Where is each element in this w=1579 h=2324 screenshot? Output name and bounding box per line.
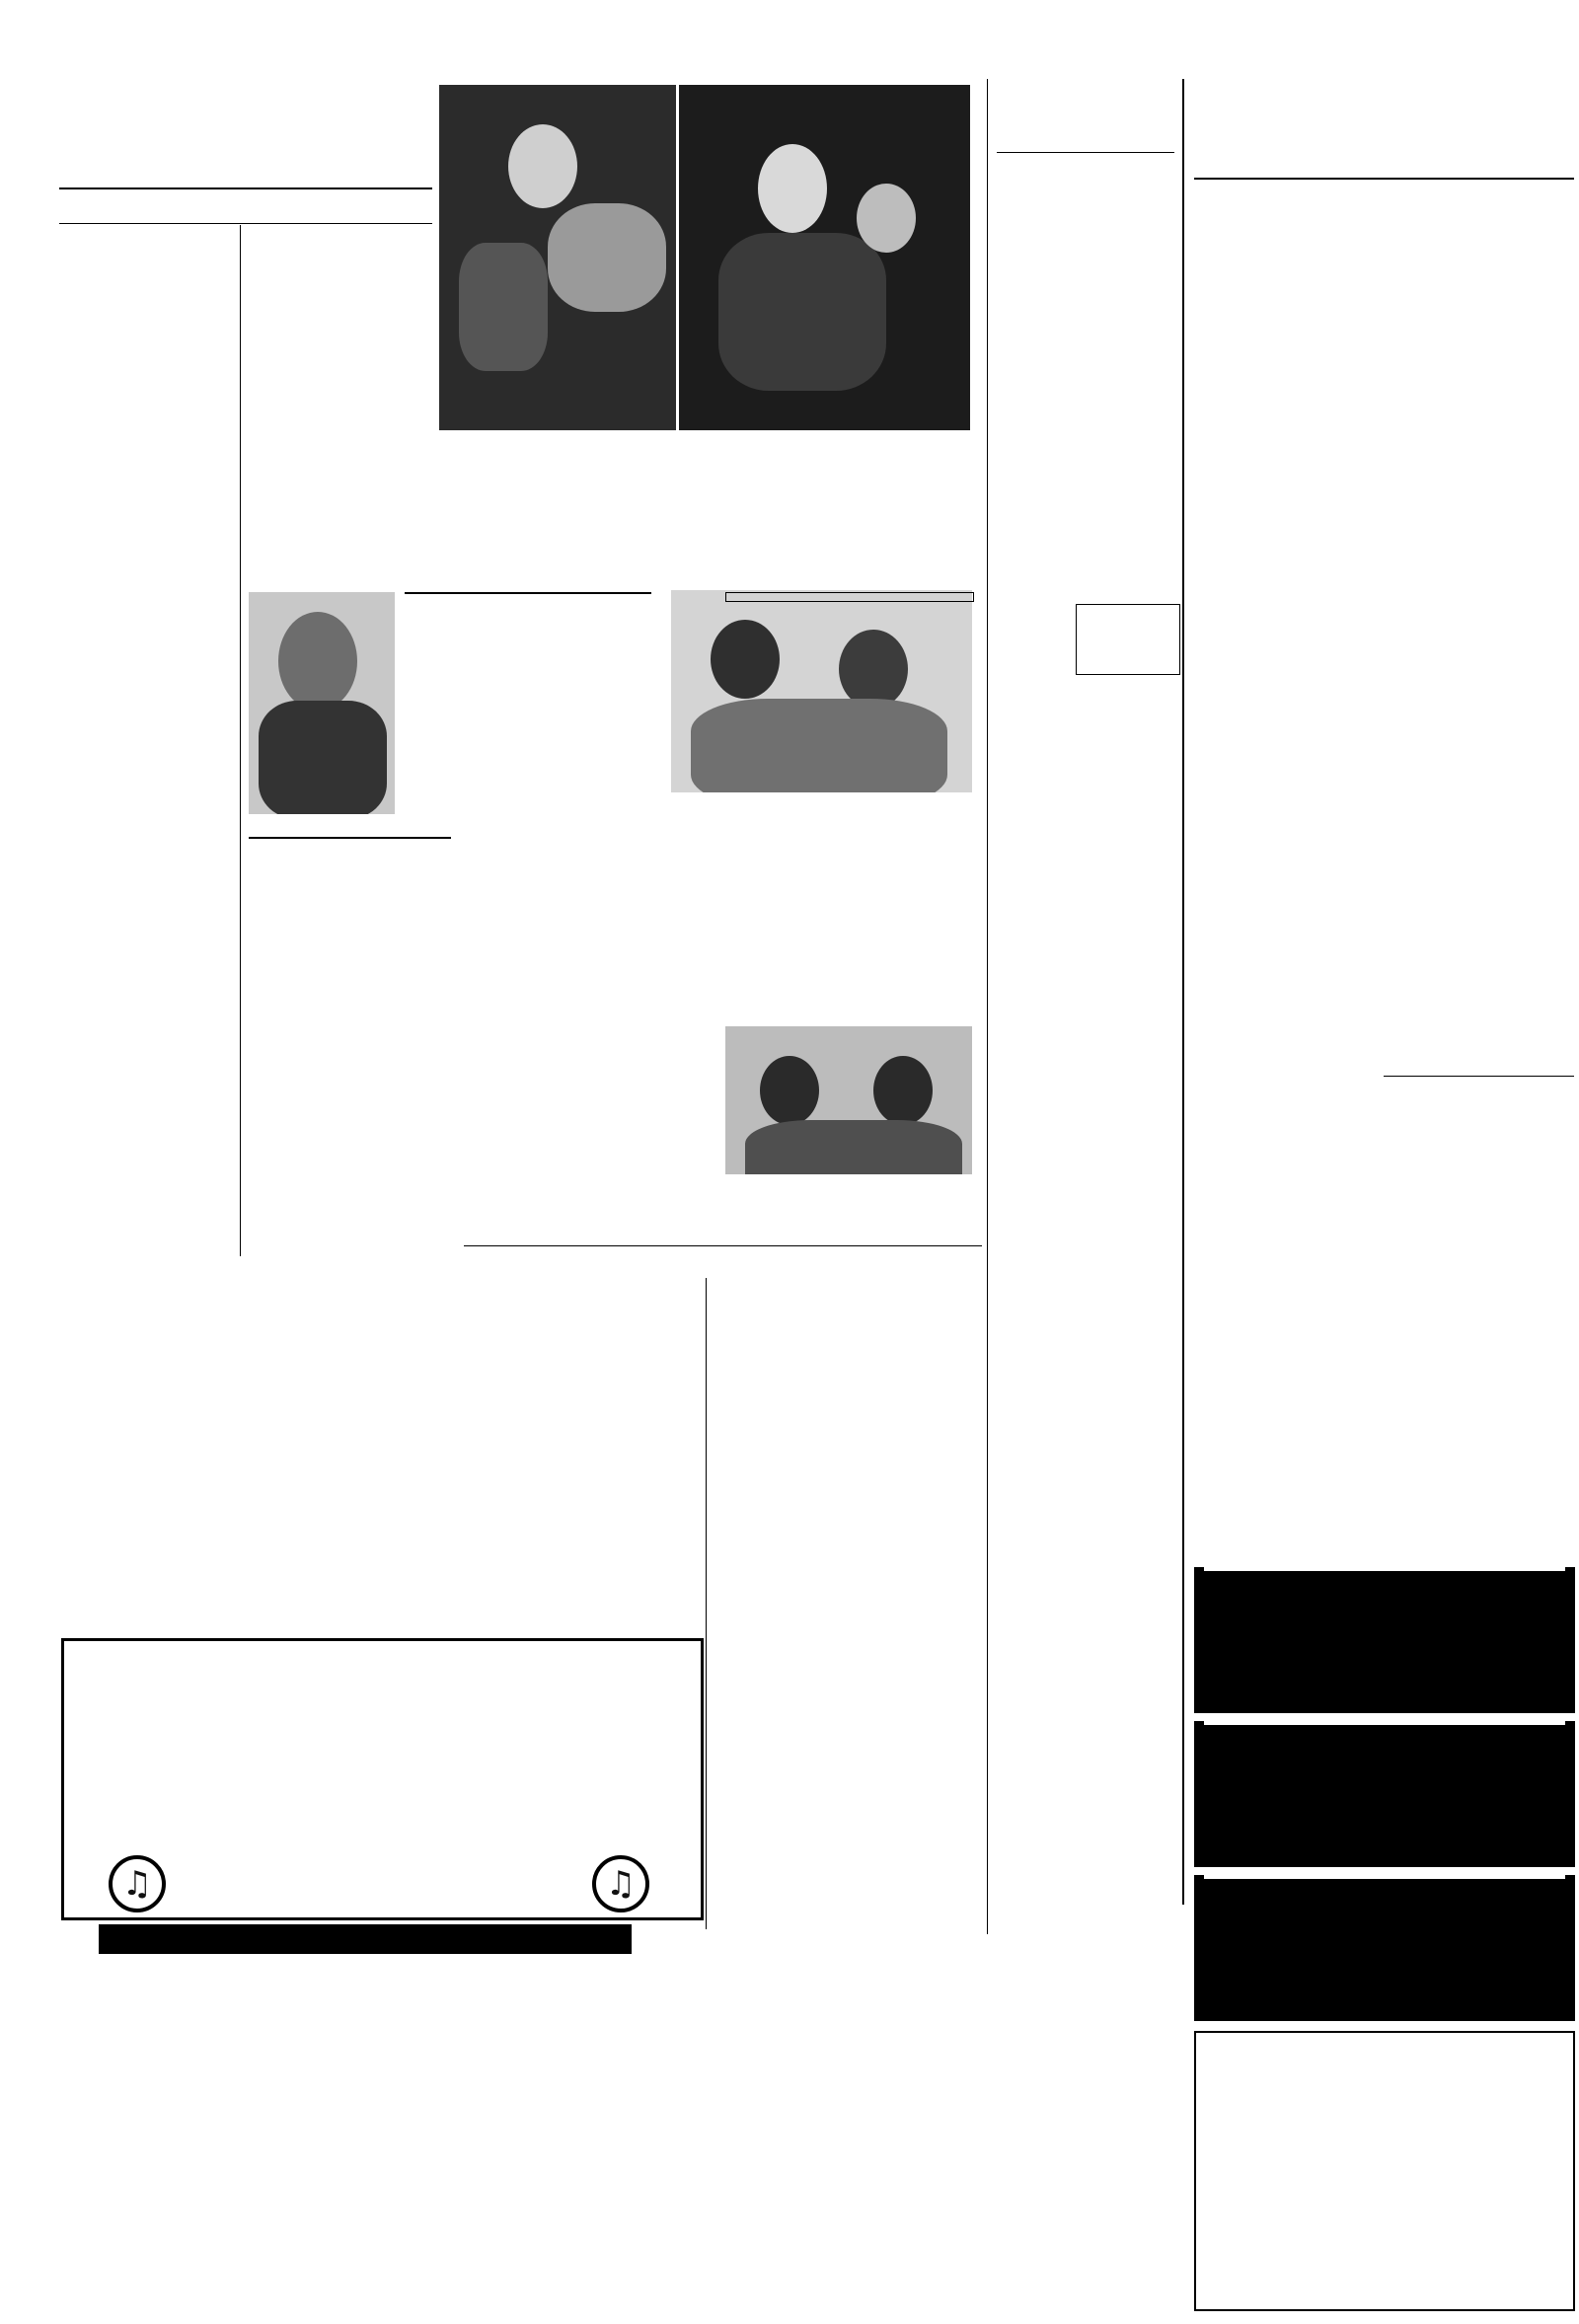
mousika-box bbox=[1076, 604, 1180, 675]
sineak-banner bbox=[99, 1924, 632, 1954]
rostropovich-body bbox=[405, 691, 661, 809]
conductors-caption bbox=[725, 1179, 972, 1235]
note-icon: ♫ bbox=[592, 1855, 649, 1912]
orgi-banner bbox=[1194, 1567, 1575, 1713]
title-rule bbox=[59, 187, 432, 189]
mousika-body bbox=[995, 681, 1176, 1253]
film1-body bbox=[61, 353, 237, 787]
small-ad bbox=[1194, 1303, 1574, 1362]
note-icon: ♫ bbox=[109, 1855, 166, 1912]
oidipodes-body bbox=[713, 1628, 974, 1737]
ta-nea-body bbox=[249, 900, 451, 1255]
film2-body bbox=[61, 834, 237, 1209]
column-rule bbox=[1182, 79, 1184, 1905]
orgi-line bbox=[1204, 1567, 1565, 1571]
eleft-col-left bbox=[1189, 201, 1377, 1356]
orgi-line bbox=[1204, 1721, 1565, 1725]
rostropovich-deck bbox=[405, 592, 651, 594]
subtitle-rule bbox=[59, 223, 432, 224]
russians-rule bbox=[997, 152, 1174, 153]
eleftherostomies-rule bbox=[1194, 178, 1574, 180]
rostropovich-body bbox=[464, 819, 715, 1717]
ads-rule bbox=[1384, 1076, 1574, 1077]
column-rule bbox=[987, 79, 988, 1934]
kritiki-ad bbox=[1194, 2031, 1575, 2311]
nivea-ad bbox=[713, 1959, 984, 2319]
film3-body bbox=[61, 1245, 237, 1571]
rehearsal-photo bbox=[439, 85, 676, 430]
police-headline bbox=[725, 592, 974, 602]
orgi-banner bbox=[1194, 1721, 1575, 1867]
rehearsal-photo bbox=[679, 85, 970, 430]
rostropovich-photo bbox=[249, 592, 395, 814]
dances-body bbox=[469, 2009, 706, 2266]
small-ad bbox=[1384, 1080, 1574, 1159]
police-body bbox=[725, 681, 972, 799]
fysiko-body bbox=[249, 1348, 451, 1496]
film1-credits bbox=[61, 261, 237, 349]
cinema-col2-body bbox=[247, 229, 429, 407]
russians-body bbox=[995, 187, 1176, 602]
orgi-line bbox=[1204, 1875, 1565, 1879]
conductors-photo bbox=[725, 1026, 972, 1174]
zitountai-ad bbox=[469, 2270, 706, 2317]
small-ad bbox=[1384, 1180, 1574, 1249]
column-rule bbox=[240, 225, 241, 1256]
writer-body bbox=[713, 1800, 974, 1909]
ta-nea-title bbox=[249, 837, 451, 839]
eleft-col-right bbox=[1384, 201, 1574, 1070]
hadjidakis-rule bbox=[464, 1245, 982, 1246]
rostropovich-body bbox=[725, 819, 977, 1016]
small-ad bbox=[1194, 1393, 1574, 1433]
orgi-banner bbox=[1194, 1875, 1575, 2021]
small-ad bbox=[1194, 1470, 1574, 1500]
hadjidakis-body bbox=[713, 1384, 979, 1561]
